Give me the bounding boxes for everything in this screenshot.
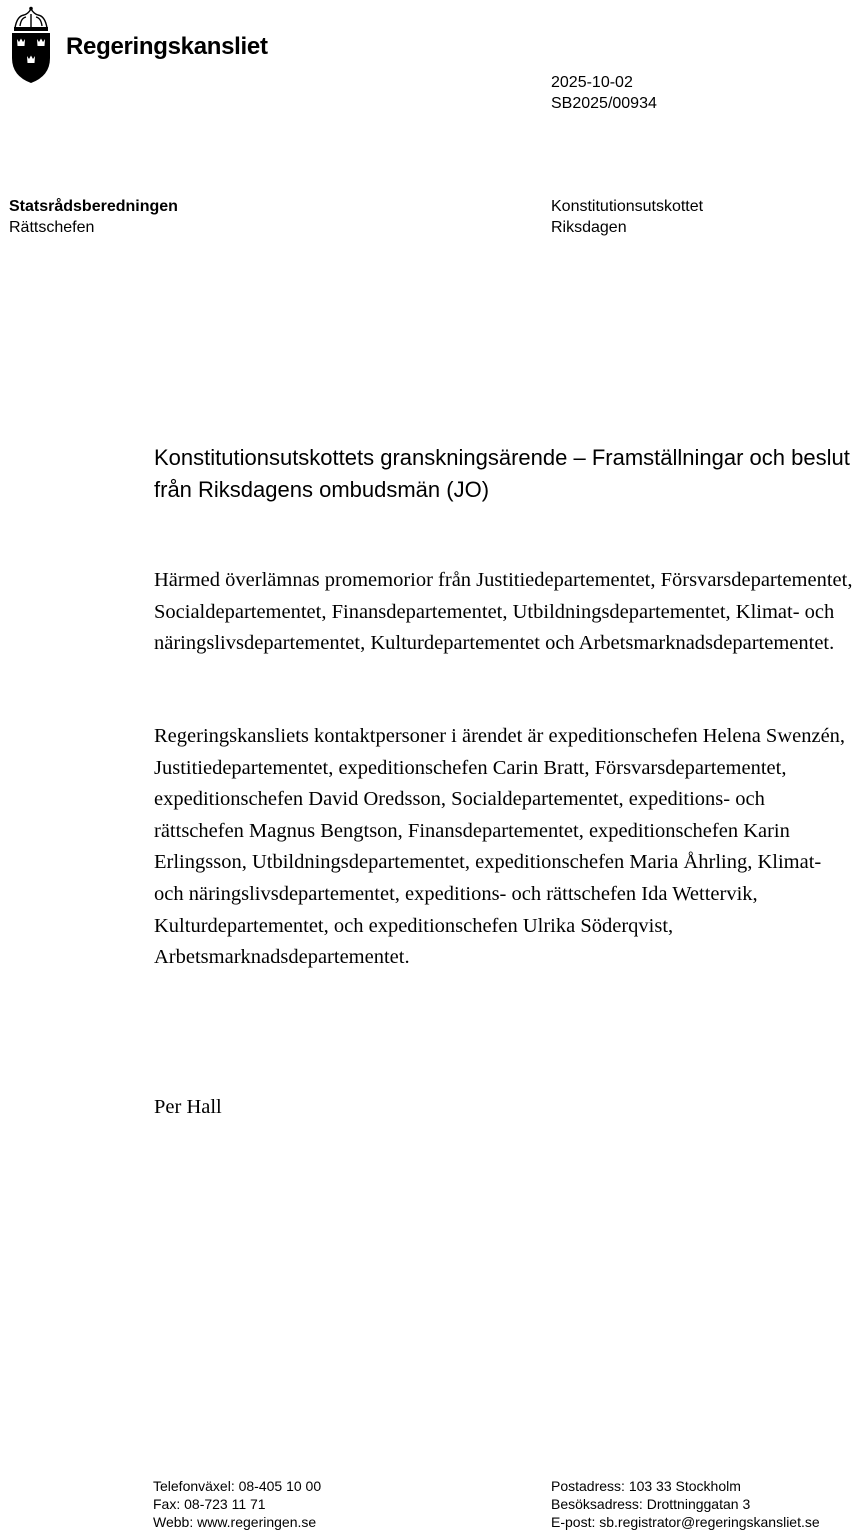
footer-postal: Postadress: 103 33 Stockholm bbox=[551, 1478, 741, 1494]
brand-name: Regeringskansliet bbox=[66, 33, 268, 60]
footer-web: Webb: www.regeringen.se bbox=[153, 1514, 317, 1530]
document-date: 2025-10-02 bbox=[551, 74, 633, 91]
sender-department: Statsrådsberedningen bbox=[9, 198, 178, 215]
footer-address bbox=[551, 1477, 820, 1531]
body-paragraph-1: Härmed överlämnas promemorior från Justitiedepartementet, Försvarsdepartementet, Socialdepartementet, Finansdepartementet, Utbildningsdepartementet, Klimat- och näringslivsdepartementet, Kulturdepartementet och Arbetsmarknadsdepartementet. bbox=[154, 569, 853, 655]
sender-block bbox=[9, 196, 178, 238]
footer-email: E-post: sb.registrator@regeringskansliet.se bbox=[551, 1514, 820, 1530]
footer-phone: Telefonväxel: 08-405 10 00 bbox=[153, 1478, 322, 1494]
signature: Per Hall bbox=[154, 1096, 222, 1118]
sender-unit: Rättschefen bbox=[9, 219, 95, 236]
footer-contact bbox=[153, 1477, 321, 1531]
body-paragraph-2: Regeringskansliets kontaktpersoner i ärendet är expeditionschefen Helena Swenzén, Justitiedepartementet, expeditionschefen Carin Bratt, Försvarsdepartementet, expeditionschefen David Oredsson, Socialdepartementet, expeditions- och rättschefen Magnus Bengtson, Finansdepartementet, expeditionschefen Karin Erlingsson, Utbildningsdepartementet, expeditionschefen Maria Åhrling, Klimat- och näringslivsdepartementet, expeditions- och rättschefen Ida Wettervik, Kulturdepartementet, och expeditionschefen Ulrika Söderqvist, Arbetsmarknadsdepartementet. bbox=[154, 725, 846, 969]
document-meta bbox=[551, 72, 657, 114]
footer-visit: Besöksadress: Drottninggatan 3 bbox=[551, 1496, 751, 1512]
document-reference: SB2025/00934 bbox=[551, 95, 657, 112]
footer-fax: Fax: 08-723 11 71 bbox=[153, 1496, 266, 1512]
recipient-block bbox=[551, 196, 703, 238]
government-crest-logo bbox=[8, 6, 54, 84]
document-title: Konstitutionsutskottets granskningsärende – Framställningar och beslut från Riksdagens ombudsmän (JO) bbox=[154, 445, 850, 502]
recipient-committee: Konstitutionsutskottet bbox=[551, 198, 704, 215]
recipient-organization: Riksdagen bbox=[551, 219, 627, 236]
